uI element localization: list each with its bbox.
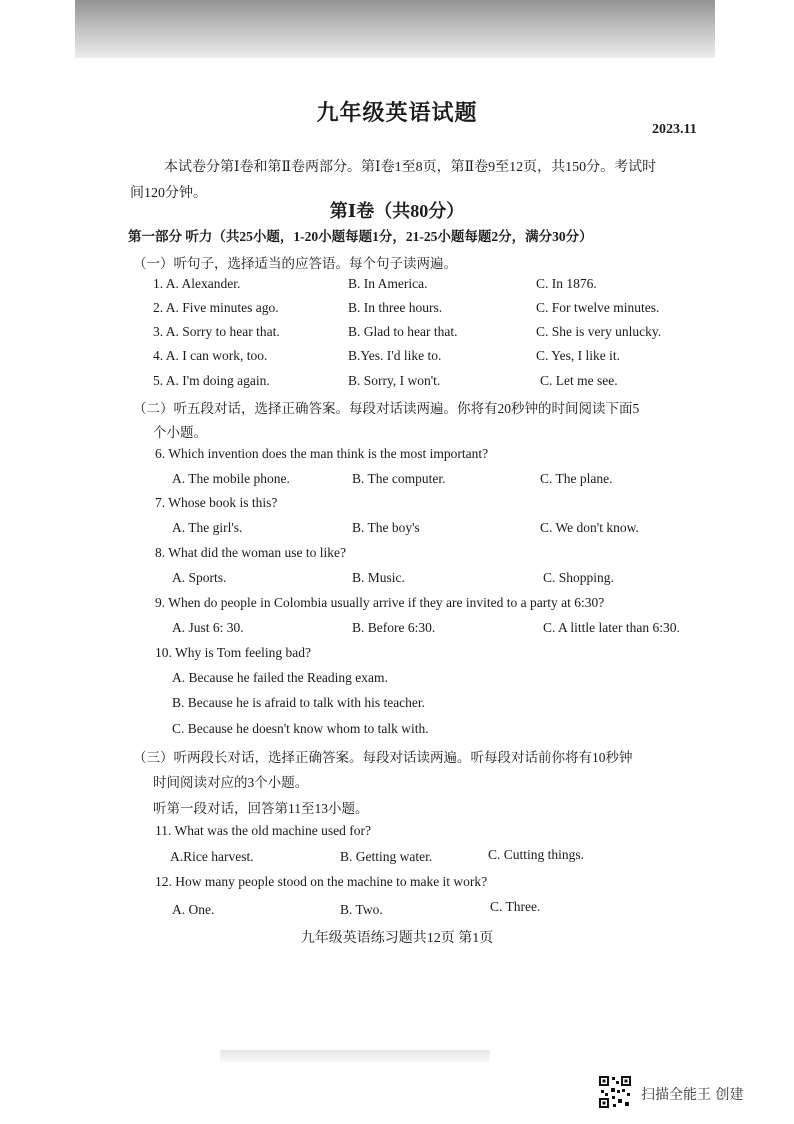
q9-option-b: B. Before 6:30. — [352, 620, 436, 635]
q8-option-b: B. Music. — [352, 570, 405, 585]
scanner-watermark: 扫描全能王 创建 — [641, 1087, 744, 1103]
q3-option-c: C. She is very unlucky. — [536, 324, 662, 339]
q7-option-a: A. The girl's. — [172, 520, 243, 535]
qr-code-icon — [598, 1075, 632, 1109]
q10-question: 10. Why is Tom feeling bad? — [155, 645, 312, 660]
q12-option-c: C. Three. — [490, 899, 541, 914]
part-title: 第一部分 听力（共25小题，1-20小题每题1分，21-25小题每题2分，满分30分） — [128, 229, 593, 244]
q10-option-b: B. Because he is afraid to talk with his teacher. — [172, 695, 426, 710]
exam-date: 2023.11 — [652, 122, 697, 137]
q5-option-c: C. Let me see. — [540, 373, 618, 388]
q11-question: 11. What was the old machine used for? — [155, 823, 371, 838]
q7-question: 7. Whose book is this? — [155, 495, 278, 510]
intro-paragraph: 本试卷分第Ⅰ卷和第Ⅱ卷两部分。第Ⅰ卷1至8页，第Ⅱ卷9至12页，共150分。考试时间120分钟。 — [130, 160, 657, 201]
q5-option-b: B. Sorry, I won't. — [348, 373, 441, 388]
q8-option-a: A. Sports. — [172, 570, 227, 585]
q6-question: 6. Which invention does the man think is the most important? — [155, 446, 489, 461]
q9-option-a: A. Just 6: 30. — [172, 620, 244, 635]
section2-heading: （二）听五段对话，选择正确答案。每段对话读两遍。你将有20秒钟的时间阅读下面5 — [133, 401, 640, 416]
scan-shadow-top — [75, 0, 715, 58]
section3-heading-cont: 时间阅读对应的3个小题。 — [153, 775, 309, 790]
q12-question: 12. How many people stood on the machine to make it work? — [155, 874, 488, 889]
q11-option-b: B. Getting water. — [340, 849, 433, 864]
q4-option-c: C. Yes, I like it. — [536, 348, 621, 363]
page-title: 九年级英语试题 — [316, 100, 478, 125]
q11-option-c: C. Cutting things. — [488, 847, 585, 862]
q5-option-a: 5. A. I'm doing again. — [153, 373, 270, 388]
q3-option-a: 3. A. Sorry to hear that. — [153, 324, 280, 339]
q6-option-c: C. The plane. — [540, 471, 613, 486]
q2-option-b: B. In three hours. — [348, 300, 443, 315]
q2-option-a: 2. A. Five minutes ago. — [153, 300, 279, 315]
q11-option-a: A.Rice harvest. — [170, 849, 254, 864]
section3-sub-heading: 听第一段对话，回答第11至13小题。 — [153, 801, 369, 816]
q6-option-b: B. The computer. — [352, 471, 446, 486]
q7-option-b: B. The boy's — [352, 520, 420, 535]
q9-option-c: C. A little later than 6:30. — [543, 620, 680, 635]
q3-option-b: B. Glad to hear that. — [348, 324, 458, 339]
q8-question: 8. What did the woman use to like? — [155, 545, 346, 560]
q4-option-b: B.Yes. I'd like to. — [348, 348, 442, 363]
q6-option-a: A. The mobile phone. — [172, 471, 290, 486]
section2-heading-cont: 个小题。 — [153, 425, 207, 440]
q2-option-c: C. For twelve minutes. — [536, 300, 660, 315]
q7-option-c: C. We don't know. — [540, 520, 639, 535]
q12-option-b: B. Two. — [340, 902, 383, 917]
q12-option-a: A. One. — [172, 902, 215, 917]
q1-option-c: C. In 1876. — [536, 276, 597, 291]
q4-option-a: 4. A. I can work, too. — [153, 348, 268, 363]
q10-option-c: C. Because he doesn't know whom to talk with. — [172, 721, 429, 736]
q1-option-b: B. In America. — [348, 276, 428, 291]
section1-heading: （一）听句子，选择适当的应答语。每个句子读两遍。 — [133, 256, 457, 271]
page-footer: 九年级英语练习题共12页 第1页 — [300, 931, 494, 946]
volume-title: 第Ⅰ卷（共80分） — [329, 201, 465, 221]
q1-option-a: 1. A. Alexander. — [153, 276, 241, 291]
section3-heading: （三）听两段长对话，选择正确答案。每段对话读两遍。听每段对话前你将有10秒钟 — [133, 750, 633, 765]
q10-option-a: A. Because he failed the Reading exam. — [172, 670, 388, 685]
scan-shadow-bottom — [220, 1050, 490, 1062]
q8-option-c: C. Shopping. — [543, 570, 614, 585]
q9-question: 9. When do people in Colombia usually arrive if they are invited to a party at 6:30? — [155, 595, 605, 610]
